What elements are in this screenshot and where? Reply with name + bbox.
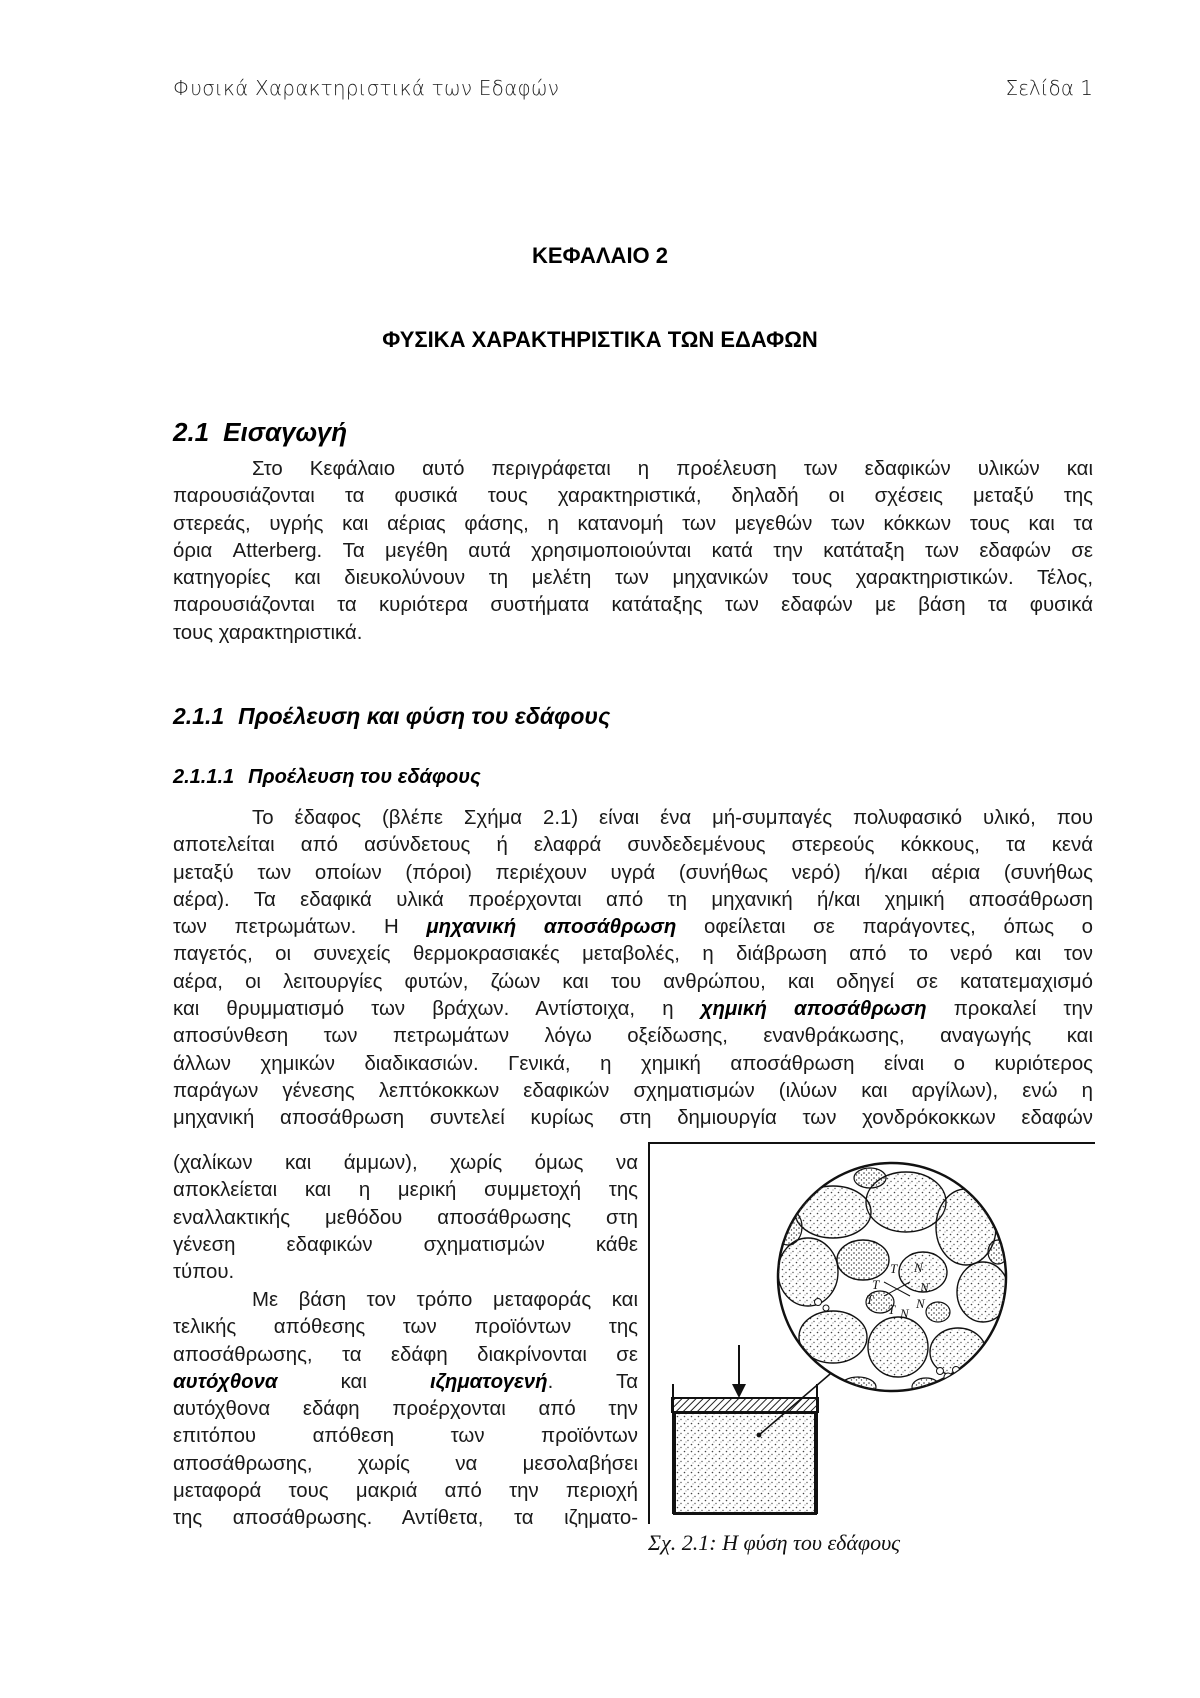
figure-soil-nature [648,1142,1098,1562]
text-run: των πετρωμάτων. Η [173,916,427,939]
section-number: 2.1 [173,417,210,447]
chapter-subtitle: ΦΥΣΙΚΑ ΧΑΡΑΚΤΗΡΙΣΤΙΚΑ ΤΩΝ ΕΔΑΦΩΝ [382,327,818,352]
force-label-t: T [888,1302,896,1317]
text-line: της αποσάθρωσης. Αντίθετα, τα ιζηματο- [173,1507,638,1530]
text-line: Το έδαφος (βλέπε Σχήμα 2.1) είναι ένα μή-συμπαγές πολυφασικό υλικό, που [252,807,1093,829]
text-line: αποτελείται από ασύνδετους ή ελαφρά συνδεδεμένους στερεούς κόκκους, τα κενά [173,834,1093,857]
force-label-t: T [890,1261,898,1276]
text-line: παρουσιάζονται τα φυσικά τους χαρακτηριστικά, δηλαδή οι σχέσεις μεταξύ της [173,485,1093,508]
term-mechanical-weathering: μηχανική αποσάθρωση [426,916,677,939]
force-label-t: T [866,1292,874,1307]
text-line: μεταφορά τους μακριά από την περιοχή [173,1480,638,1503]
section-heading-2-1 [173,417,347,448]
text-line: μεταξύ των οποίων (πόροι) περιέχουν υγρά (συνήθως νερό) ή/και αέρια (συνήθως [173,861,1093,884]
term-chemical-weathering: χημική αποσάθρωση [700,998,927,1021]
text-run: προκαλεί την [926,998,1093,1021]
page-number: Σελίδα 1 [1005,76,1093,100]
text-line: Με βάση τον τρόπο μεταφοράς και [252,1289,638,1311]
text-line: επιτόπου απόθεση των προϊόντων [173,1425,638,1448]
text-line: αποσάθρωσης, χωρίς να μεσολαβήσει [173,1452,638,1475]
term-autochthonous: αυτόχθονα [173,1370,278,1393]
text-line: εναλλακτικής μεθόδου αποσάθρωσης στη [173,1206,638,1229]
force-label-t: T [872,1277,880,1292]
load-arrow-icon [732,1345,746,1398]
section-heading-2-1-1-1 [173,766,481,789]
text-run: και [277,1370,430,1393]
origin-paragraph [173,805,1093,1133]
text-line [173,1369,638,1396]
text-line: τύπου. [173,1261,235,1284]
text-line: (χαλίκων και άμμων), χωρίς όμως να [173,1152,638,1174]
section-heading-2-1-1 [173,703,610,730]
text-line [173,914,1093,941]
text-line: αποσάθρωσης, τα εδάφη διακρίνονται σε [173,1343,638,1366]
force-label-n: N [920,1280,929,1295]
intro-paragraph [173,456,1093,647]
text-line: Στο Κεφάλαιο αυτό περιγράφεται η προέλευση των εδαφικών υλικών και [252,458,1093,480]
running-header [173,76,1093,110]
text-line: παράγων γένεσης λεπτόκοκκων εδαφικών σχηματισμών (ιλύων και αργίλων), ενώ η [173,1079,1093,1102]
text-line: τους χαρακτηριστικά. [173,621,363,644]
section-number: 2.1.1 [173,703,225,729]
soil-sample [675,1413,815,1513]
force-label-n: N [916,1296,925,1311]
text-line: αποκλείεται και η μερική συμμετοχή της [173,1179,638,1202]
figure-caption: Σχ. 2.1: Η φύση του εδάφους [648,1530,901,1555]
section-number: 2.1.1.1 [173,766,235,788]
running-header-title: Φυσικά Χαρακτηριστικά των Εδαφών [173,76,560,100]
narrow-paragraph-1 [173,1150,638,1286]
section-title: Προέλευση και φύση του εδάφους [238,703,611,729]
section-title: Εισαγωγή [223,417,348,447]
text-line: αυτόχθονα εδάφη προέρχονται από την [173,1398,638,1421]
text-line: στερεάς, υγρής και αέριας φάσης, η κατανομή των μεγεθών των κόκκων τους και τα [173,512,1093,535]
chapter-title: ΚΕΦΑΛΑΙΟ 2 [531,243,669,268]
text-line: μηχανική αποσάθρωση συντελεί κυρίως στη δημιουργία των χονδρόκοκκων εδαφών [173,1107,1093,1130]
soil-illustration [648,1142,1098,1532]
text-line: κατηγορίες και διευκολύνουν τη μελέτη των μηχανικών τους χαρακτηριστικών. Τέλος, [173,567,1093,590]
magnified-soil-view [774,1163,1009,1397]
term-sedimentary: ιζηματογενή [429,1370,548,1393]
text-line: παγετός, οι συνεχείς θερμοκρασιακές μεταβολές, η διάβρωση από το νερό και τον [173,943,1093,966]
text-line: αέρα). Τα εδαφικά υλικά προέρχονται από τη μηχανική ή/και χημική αποσάθρωση [173,888,1093,911]
text-run: και θρυμματισμό των βράχων. Αντίστοιχα, η [173,998,701,1021]
text-line: γένεση εδαφικών σχηματισμών κάθε [173,1233,638,1256]
loading-plate [672,1398,818,1412]
text-line: όρια Atterberg. Τα μεγέθη αυτά χρησιμοποιούνται κατά την κατάταξη των εδαφών σε [173,539,1093,562]
text-line: τελικής απόθεσης των προϊόντων της [173,1316,638,1339]
text-line: αέρα, οι λειτουργίες φυτών, ζώων και του ανθρώπου, και οδηγεί σε κατατεμαχισμό [173,970,1093,993]
text-line: αποσύνθεση των πετρωμάτων λόγω οξείδωσης, ενανθράκωσης, αναγωγής και [173,1025,1093,1048]
force-label-n: N [914,1260,923,1275]
text-run: οφείλεται σε παράγοντες, όπως ο [676,916,1093,939]
force-label-n: N [900,1306,909,1321]
section-title: Προέλευση του εδάφους [248,766,481,788]
text-line [173,996,1093,1023]
text-line: άλλων χημικών διαδικασιών. Γενικά, η χημική αποσάθρωση είναι ο κυριότερος [173,1052,1093,1075]
text-line: παρουσιάζονται τα κυριότερα συστήματα κατάταξης των εδαφών με βάση τα φυσικά [173,594,1093,617]
narrow-paragraph-2 [173,1287,638,1533]
text-run: . Τα [547,1370,638,1393]
